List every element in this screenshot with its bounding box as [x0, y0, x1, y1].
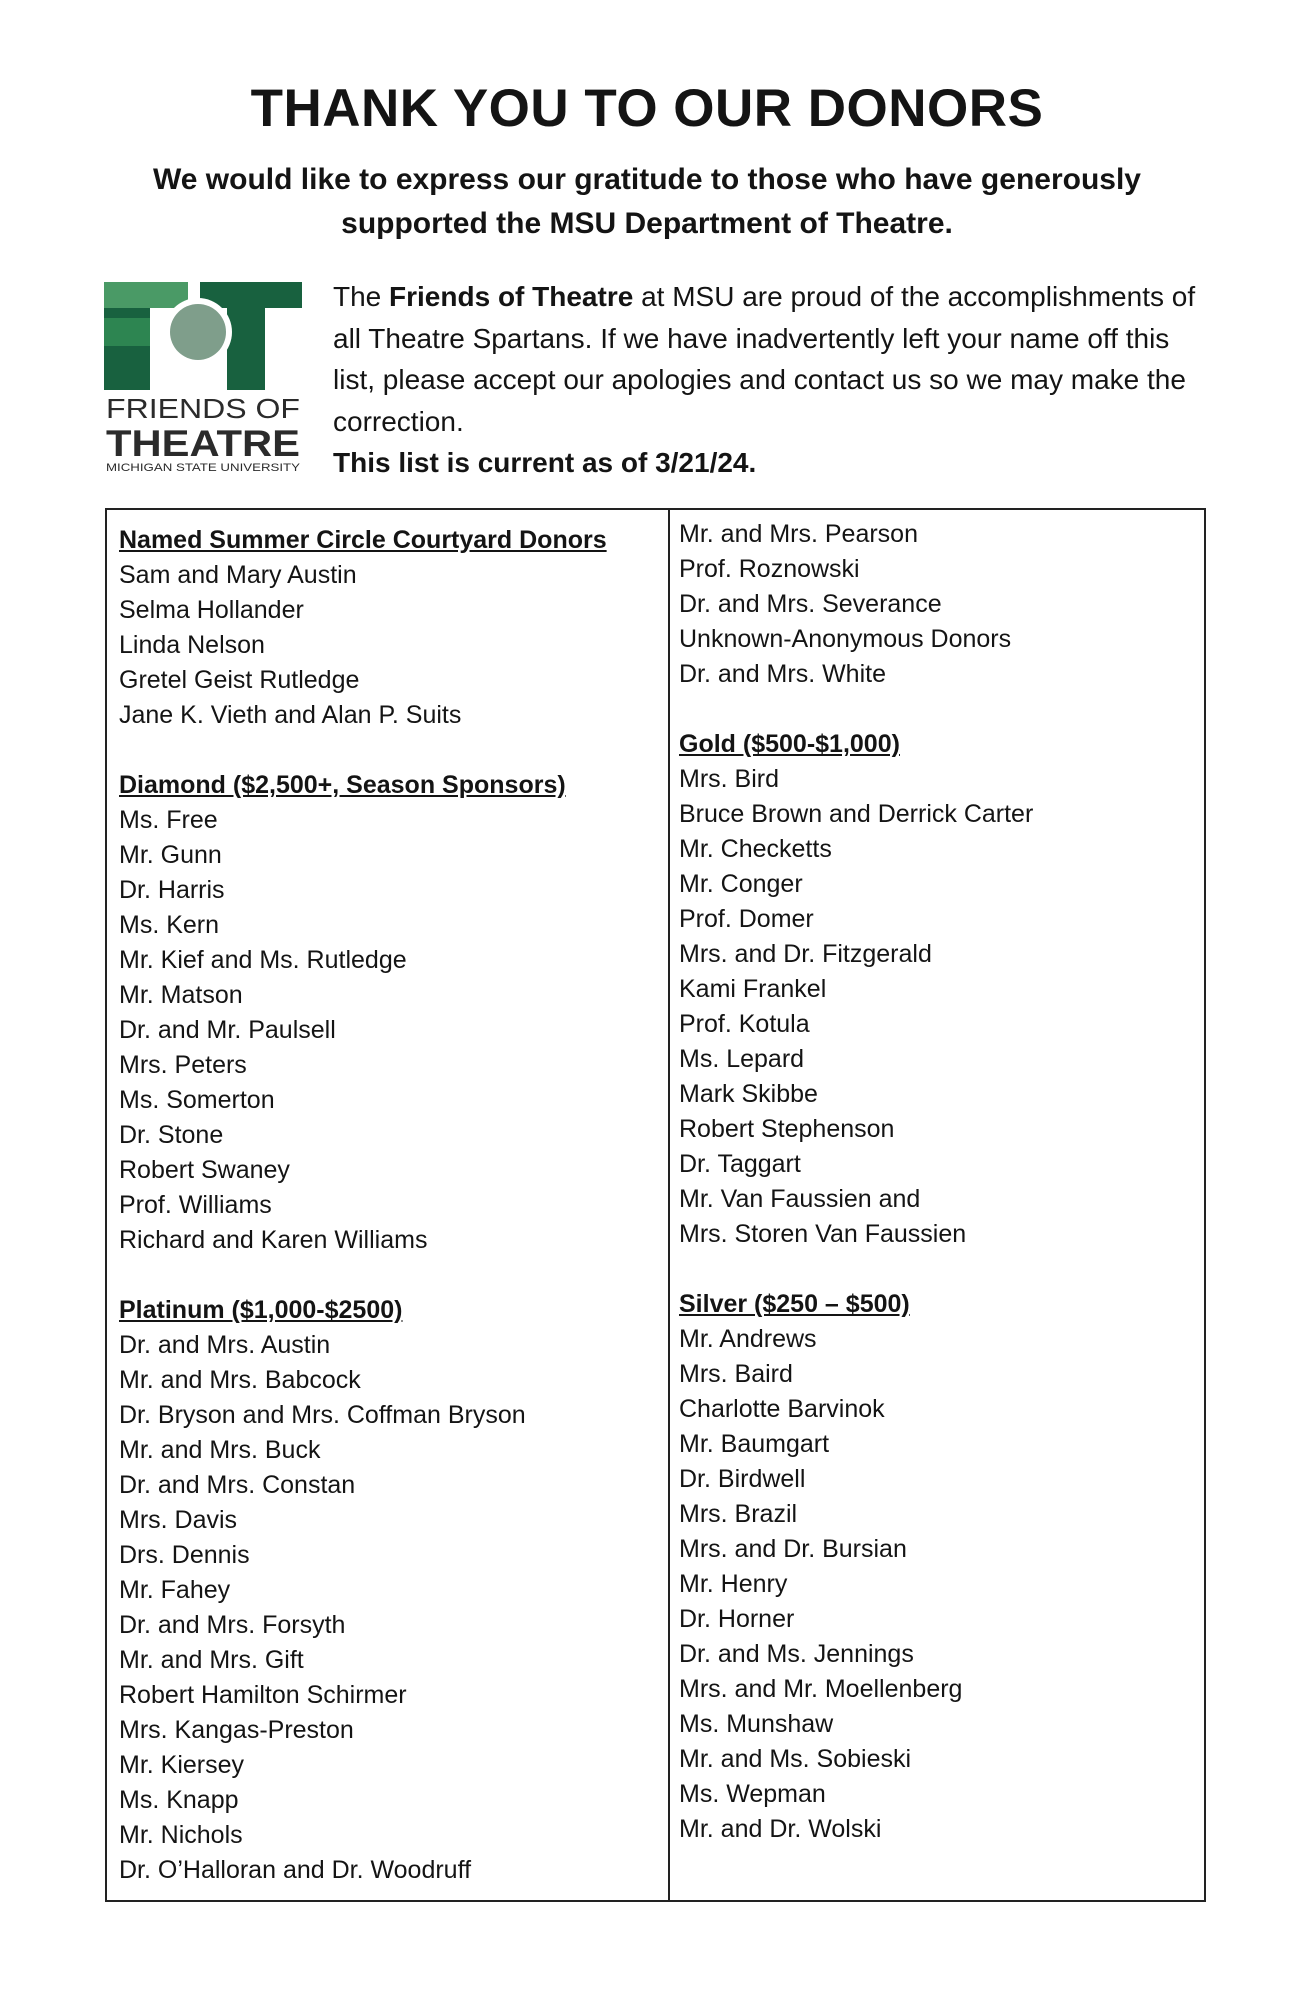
section-heading-platinum: Platinum ($1,000-$2500): [119, 1296, 403, 1324]
intro-org: Friends of Theatre: [389, 281, 634, 312]
donor-column-left: [119, 523, 659, 1923]
column-divider: [668, 510, 670, 1900]
donor-name: Charlotte Barvinok: [679, 1395, 885, 1423]
logo-o-circle: [170, 304, 226, 360]
donor-name: Dr. Taggart: [679, 1150, 801, 1178]
donor-name: Dr. Bryson and Mrs. Coffman Bryson: [119, 1401, 526, 1429]
intro-paragraph: [333, 276, 1203, 484]
diamond-donors-section: [119, 768, 659, 1258]
donor-list: [679, 1322, 1199, 1847]
page-title: THANK YOU TO OUR DONORS: [250, 79, 1044, 138]
donor-name: Mr. Nichols: [119, 1821, 243, 1849]
donor-name: Mr. Kief and Ms. Rutledge: [119, 946, 407, 974]
donor-name: Mr. Conger: [679, 870, 803, 898]
donor-name: Ms. Lepard: [679, 1045, 805, 1073]
donor-name: Mrs. Bird: [679, 765, 779, 793]
donor-name: Mark Skibbe: [679, 1080, 818, 1108]
donor-name: Mrs. and Mr. Moellenberg: [679, 1675, 963, 1703]
donor-name: Mrs. Storen Van Faussien: [679, 1220, 967, 1248]
donor-name: Ms. Wepman: [679, 1780, 826, 1808]
friends-of-theatre-logo: [104, 282, 302, 474]
donor-name: Mr. Andrews: [679, 1325, 817, 1353]
donor-name: Dr. Birdwell: [679, 1465, 806, 1493]
intro-current-date: This list is current as of 3/21/24.: [333, 447, 757, 478]
intro-body: at MSU are proud of the accomplishments of all Theatre Spartans. If we have inadvertently left your name off this list, please accept our apologies and contact us so we may make the correction.: [333, 281, 1196, 437]
gold-donors-section: [679, 727, 1199, 1252]
donor-name: Ms. Somerton: [119, 1086, 275, 1114]
section-heading-silver: Silver ($250 – $500): [679, 1290, 910, 1318]
donor-name: Prof. Domer: [679, 905, 814, 933]
donor-name: Prof. Roznowski: [679, 555, 860, 583]
section-heading-diamond: Diamond ($2,500+, Season Sponsors): [119, 771, 566, 799]
donor-name: Prof. Williams: [119, 1191, 272, 1219]
donor-name: Robert Swaney: [119, 1156, 290, 1184]
donor-name: Unknown-Anonymous Donors: [679, 625, 1012, 653]
donor-name: Mr. Checketts: [679, 835, 832, 863]
platinum-continued-section: [679, 517, 1199, 692]
donor-name: Dr. and Mrs. White: [679, 660, 886, 688]
donor-list: [679, 762, 1199, 1252]
donor-list: [119, 803, 659, 1258]
donor-name: Dr. and Mr. Paulsell: [119, 1016, 336, 1044]
donor-name: Dr. and Mrs. Severance: [679, 590, 942, 618]
donor-name: Mr. and Mrs. Buck: [119, 1436, 321, 1464]
section-heading-courtyard: Named Summer Circle Courtyard Donors: [119, 526, 607, 554]
donor-name: Mrs. Baird: [679, 1360, 793, 1388]
donor-name: Mr. Henry: [679, 1570, 788, 1598]
donor-name: Mr. and Mrs. Babcock: [119, 1366, 361, 1394]
donor-name: Ms. Kern: [119, 911, 220, 939]
donor-name: Ms. Munshaw: [679, 1710, 834, 1738]
donor-name: Prof. Kotula: [679, 1010, 810, 1038]
donor-list: [679, 517, 1199, 692]
donor-name: Mrs. and Dr. Fitzgerald: [679, 940, 932, 968]
page-subtitle: We would like to express our gratitude to those who have generously supported the MSU Department of Theatre.: [153, 163, 1141, 240]
donor-name: Gretel Geist Rutledge: [119, 666, 360, 694]
donor-name: Robert Hamilton Schirmer: [119, 1681, 407, 1709]
section-heading-gold: Gold ($500-$1,000): [679, 730, 900, 758]
donor-name: Mr. Gunn: [119, 841, 222, 869]
logo-f-bar: [104, 282, 188, 308]
donor-list: [119, 1328, 659, 1888]
donor-name: Selma Hollander: [119, 596, 304, 624]
donor-name: Dr. Horner: [679, 1605, 795, 1633]
logo-t-stem: [227, 282, 265, 390]
donor-name: Robert Stephenson: [679, 1115, 895, 1143]
donor-name: Mrs. Brazil: [679, 1500, 798, 1528]
donor-name: Dr. O’Halloran and Dr. Woodruff: [119, 1856, 472, 1884]
donor-name: Dr. and Mrs. Constan: [119, 1471, 356, 1499]
donor-name: Ms. Knapp: [119, 1786, 239, 1814]
donor-name: Bruce Brown and Derrick Carter: [679, 800, 1034, 828]
logo-text-theatre: THEATRE: [106, 423, 300, 464]
donor-name: Sam and Mary Austin: [119, 561, 357, 589]
logo-f-mid: [104, 318, 150, 346]
donor-name: Mrs. Peters: [119, 1051, 247, 1079]
donor-name: Mr. and Mrs. Gift: [119, 1646, 304, 1674]
donor-name: Mrs. and Dr. Bursian: [679, 1535, 907, 1563]
donor-list: [119, 558, 659, 733]
intro-pre: The: [333, 281, 390, 312]
donor-name: Mr. and Mrs. Pearson: [679, 520, 918, 548]
platinum-donors-section: [119, 1293, 659, 1888]
donor-name: Mr. and Ms. Sobieski: [679, 1745, 912, 1773]
donor-name: Dr. Harris: [119, 876, 225, 904]
donor-name: Dr. and Ms. Jennings: [679, 1640, 914, 1668]
donor-name: Dr. and Mrs. Austin: [119, 1331, 331, 1359]
donor-column-right: [679, 517, 1199, 1882]
donor-name: Ms. Free: [119, 806, 218, 834]
donor-name: Jane K. Vieth and Alan P. Suits: [119, 701, 462, 729]
donor-name: Kami Frankel: [679, 975, 827, 1003]
donor-name: Mr. Fahey: [119, 1576, 231, 1604]
donor-name: Mr. Van Faussien and: [679, 1185, 921, 1213]
silver-donors-section: [679, 1287, 1199, 1847]
courtyard-donors-section: [119, 523, 659, 733]
donor-name: Drs. Dennis: [119, 1541, 250, 1569]
donor-name: Mr. Kiersey: [119, 1751, 245, 1779]
donor-name: Dr. and Mrs. Forsyth: [119, 1611, 346, 1639]
donor-name: Mrs. Davis: [119, 1506, 238, 1534]
logo-text-msu: MICHIGAN STATE UNIVERSITY: [106, 462, 301, 474]
donor-name: Mrs. Kangas-Preston: [119, 1716, 354, 1744]
donor-list-box: [105, 508, 1206, 1902]
donor-name: Linda Nelson: [119, 631, 265, 659]
donor-name: Dr. Stone: [119, 1121, 224, 1149]
donor-name: Mr. Baumgart: [679, 1430, 830, 1458]
donor-name: Mr. Matson: [119, 981, 243, 1009]
logo-text-friends: FRIENDS OF: [106, 393, 300, 424]
donor-name: Richard and Karen Williams: [119, 1226, 428, 1254]
donor-name: Mr. and Dr. Wolski: [679, 1815, 882, 1843]
